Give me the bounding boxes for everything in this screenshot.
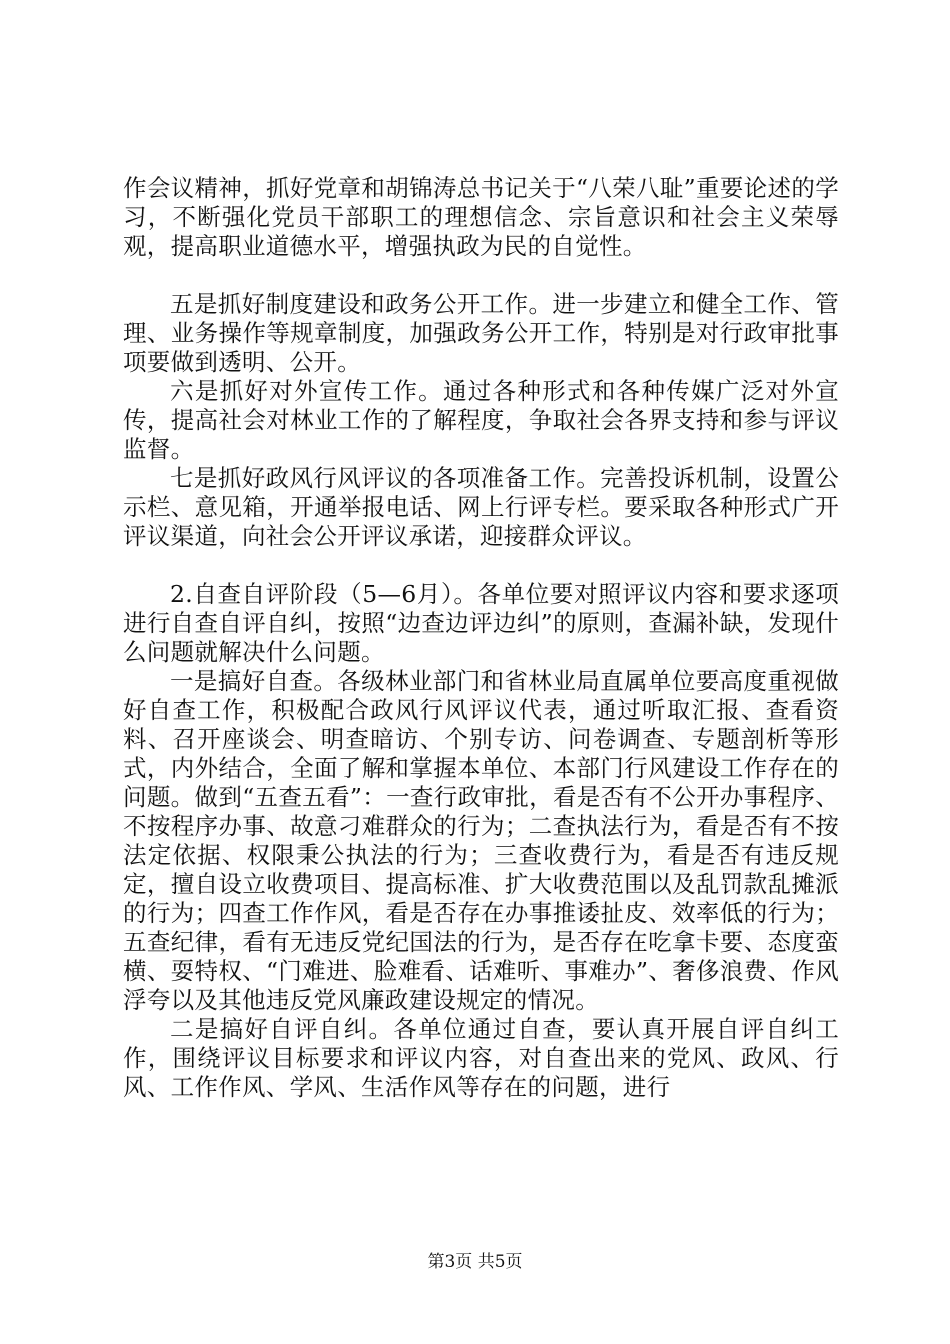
paragraph-continuation: 作会议精神，抓好党章和胡锦涛总书记关于“八荣八耻”重要论述的学习，不断强化党员干部职工的理想信念、宗旨意识和社会主义荣辱观，提高职业道德水平，增强执政为民的自觉性。	[123, 174, 839, 260]
paragraph-stage-two: 2.自查自评阶段（5—6月）。各单位要对照评议内容和要求逐项进行自查自评自纠，按照“边查边评边纠”的原则，查漏补缺，发现什么问题就解决什么问题。	[123, 580, 839, 666]
paragraph-item-seven: 七是抓好政风行风评议的各项准备工作。完善投诉机制，设置公示栏、意见箱，开通举报电话、网上行评专栏。要采取各种形式广开评议渠道，向社会公开评议承诺，迎接群众评议。	[123, 464, 839, 550]
paragraph-self-evaluation: 二是搞好自评自纠。各单位通过自查，要认真开展自评自纠工作，围绕评议目标要求和评议内容，对自查出来的党风、政风、行风、工作作风、学风、生活作风等存在的问题，进行	[123, 1015, 839, 1101]
paragraph-self-inspection: 一是搞好自查。各级林业部门和省林业局直属单位要高度重视做好自查工作，积极配合政风行风评议代表，通过听取汇报、查看资料、召开座谈会、明查暗访、个别专访、问卷调查、专题剖析等形式，内外结合，全面了解和掌握本单位、本部门行风建设工作存在的问题。做到“五查五看”：一查行政审批，看是否有不公开办事程序、不按程序办事、故意刁难群众的行为；二查执法行为，看是否有不按法定依据、权限秉公执法的行为；三查收费行为，看是否有违反规定，擅自设立收费项目、提高标准、扩大收费范围以及乱罚款乱摊派的行为；四查工作作风，看是否存在办事推诿扯皮、效率低的行为；五查纪律，看有无违反党纪国法的行为，是否存在吃拿卡要、态度蛮横、耍特权、“门难进、脸难看、话难听、事难办”、奢侈浪费、作风浮夸以及其他违反党风廉政建设规定的情况。	[123, 667, 839, 1014]
paragraph-item-five: 五是抓好制度建设和政务公开工作。进一步建立和健全工作、管理、业务操作等规章制度，加强政务公开工作，特别是对行政审批事项要做到透明、公开。	[123, 290, 839, 376]
page-footer: 第3页 共5页	[427, 1252, 523, 1272]
document-body	[123, 174, 839, 1102]
paragraph-item-six: 六是抓好对外宣传工作。通过各种形式和各种传媒广泛对外宣传，提高社会对林业工作的了解程度，争取社会各界支持和参与评议监督。	[123, 377, 839, 463]
